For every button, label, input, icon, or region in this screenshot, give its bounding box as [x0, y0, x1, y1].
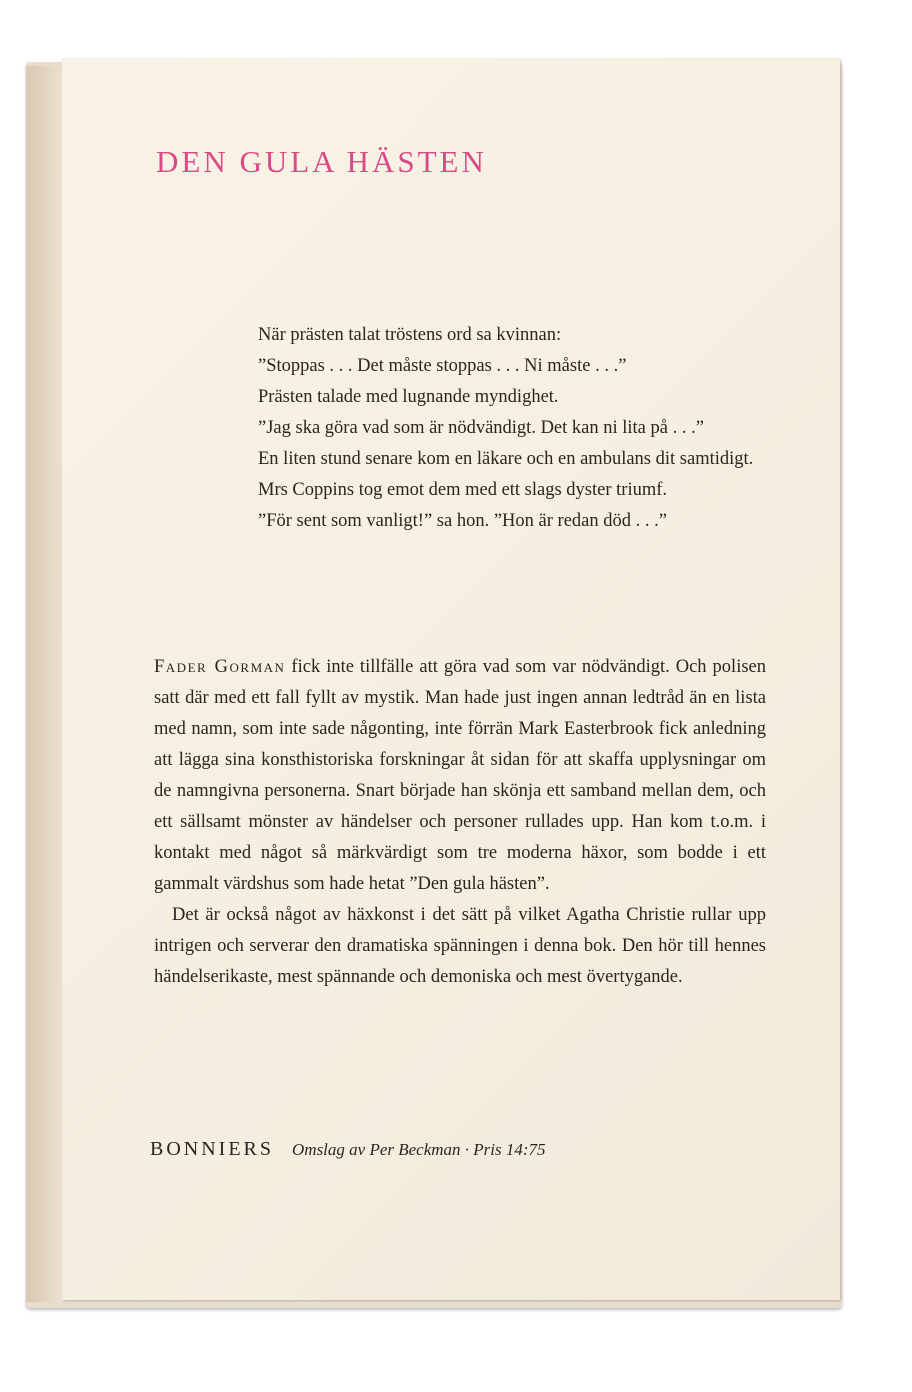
blurb-paragraph-1-text: fick inte tillfälle att göra vad som var nödvändigt. Och polisen satt där med ett fall fyllt av mystik. Man hade just ingen annan ledtråd än en lista med namn, som inte sade någonting, inte förrän Mark Easterbrook fick anledning att lägga sina konsthistoriska forskningar åt sidan för att skaffa upplysningar om de namngivna personerna. Snart började han skönja ett samband mellan dem, och ett sällsamt mönster av händelser och personer rullades upp. Han kom t.o.m. i kontakt med något så märkvärdigt som tre moderna häxor, som bodde i ett gammalt värdshus som hade hetat ”Den gula hästen”.	[154, 657, 766, 894]
quote-line: ”Jag ska göra vad som är nödvändigt. Det kan ni lita på . . .”	[258, 418, 704, 438]
quote-line: Prästen talade med lugnande myndighet.	[258, 387, 559, 407]
publisher-footer	[150, 1138, 546, 1161]
cover-credits-price: Omslag av Per Beckman · Pris 14:75	[292, 1140, 546, 1159]
blurb-paragraph-2: Det är också något av häxkonst i det sätt på vilket Agatha Christie rullar upp intrigen och serverar den dramatiska spänningen i denna bok. Den hör till hennes händelserikaste, mest spännande och demoniska och mest övertygande.	[154, 905, 766, 987]
book-spine-edge	[26, 66, 66, 1302]
quote-line: En liten stund senare kom en läkare och en ambulans dit samtidigt. Mrs Coppins tog emot dem med ett slags dyster triumf.	[258, 449, 754, 500]
book-title: DEN GULA HÄSTEN	[156, 144, 487, 179]
quote-line: ”För sent som vanligt!” sa hon. ”Hon är redan död . . .”	[258, 511, 667, 531]
back-cover	[62, 58, 840, 1300]
blurb-paragraph-1	[154, 652, 766, 900]
quote-line: ”Stoppas . . . Det måste stoppas . . . Ni måste . . .”	[258, 356, 627, 376]
blurb-text	[154, 652, 766, 993]
publisher-name: BONNIERS	[150, 1138, 275, 1160]
quote-line: När prästen talat tröstens ord sa kvinnan:	[258, 325, 562, 345]
blurb-lead-name: Fader Gorman	[154, 657, 286, 677]
excerpt-quote	[258, 320, 768, 537]
